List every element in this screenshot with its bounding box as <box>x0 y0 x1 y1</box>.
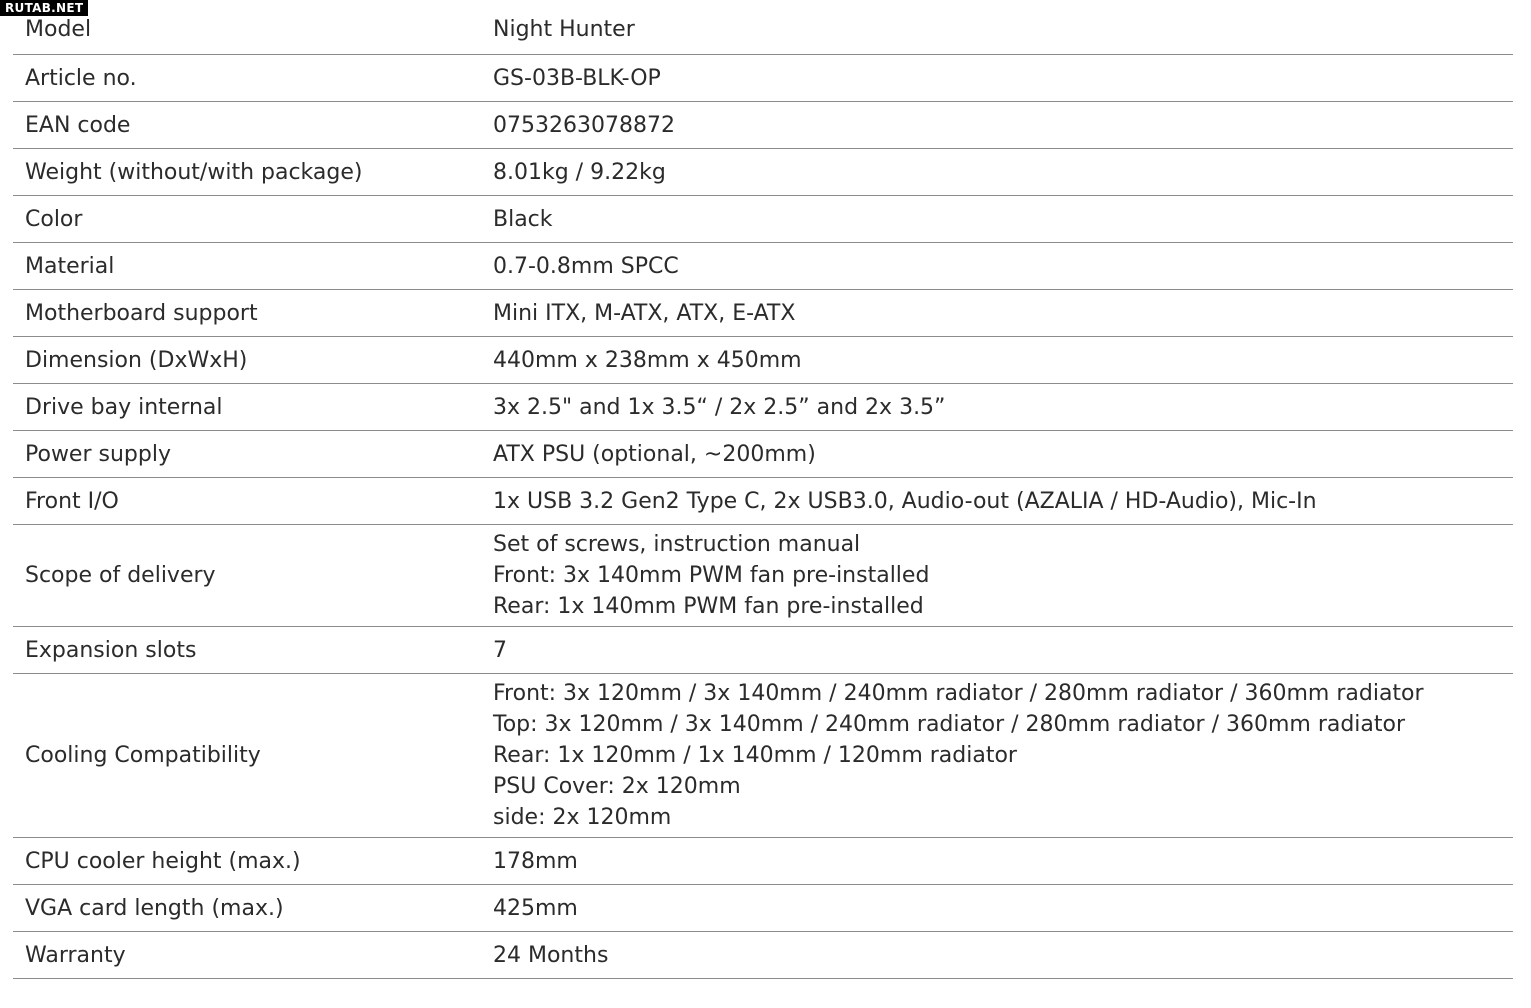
spec-value <box>493 486 1513 517</box>
spec-row <box>13 478 1513 525</box>
spec-value <box>493 251 1513 282</box>
spec-row <box>13 932 1513 979</box>
spec-value <box>493 893 1513 924</box>
spec-value-line: Rear: 1x 120mm / 1x 140mm / 120mm radiator <box>493 743 1017 768</box>
spec-label: Expansion slots <box>25 637 197 663</box>
spec-value-line: 0.7-0.8mm SPCC <box>493 253 679 279</box>
spec-row <box>13 149 1513 196</box>
spec-value-line: 0753263078872 <box>493 112 675 138</box>
spec-value-line: Front: 3x 140mm PWM fan pre-installed <box>493 563 930 588</box>
spec-row <box>13 627 1513 674</box>
spec-row <box>13 337 1513 384</box>
spec-row <box>13 55 1513 102</box>
spec-label: Color <box>25 206 83 232</box>
spec-label: EAN code <box>25 112 131 138</box>
spec-value-line: Top: 3x 120mm / 3x 140mm / 240mm radiator / 280mm radiator / 360mm radiator <box>493 712 1406 737</box>
spec-value <box>493 345 1513 376</box>
spec-value-line: 8.01kg / 9.22kg <box>493 159 666 185</box>
site-watermark: RUTAB.NET <box>0 0 88 16</box>
spec-row <box>13 196 1513 243</box>
spec-label: Power supply <box>25 441 171 467</box>
spec-value <box>493 110 1513 141</box>
spec-label: CPU cooler height (max.) <box>25 848 301 874</box>
spec-label: Dimension (DxWxH) <box>25 347 248 373</box>
spec-row <box>13 290 1513 337</box>
spec-label: Article no. <box>25 65 137 91</box>
spec-value <box>493 298 1513 329</box>
spec-value <box>493 529 1513 622</box>
spec-value-line: 440mm x 238mm x 450mm <box>493 347 802 373</box>
spec-value <box>493 439 1513 470</box>
spec-value-line: 1x USB 3.2 Gen2 Type C, 2x USB3.0, Audio-out (AZALIA / HD-Audio), Mic-In <box>493 488 1317 514</box>
spec-value <box>493 63 1513 94</box>
spec-label: Scope of delivery <box>25 563 216 588</box>
spec-value-line: side: 2x 120mm <box>493 805 672 830</box>
spec-value <box>493 157 1513 188</box>
spec-row <box>13 525 1513 627</box>
spec-value <box>493 846 1513 877</box>
spec-value-line: Black <box>493 206 553 232</box>
spec-row <box>13 8 1513 55</box>
spec-value-line: 7 <box>493 637 507 663</box>
spec-label: Model <box>25 16 92 42</box>
spec-value-line: Front: 3x 120mm / 3x 140mm / 240mm radiator / 280mm radiator / 360mm radiator <box>493 681 1424 706</box>
spec-table <box>13 8 1513 979</box>
spec-label: Front I/O <box>25 488 119 514</box>
spec-label: VGA card length (max.) <box>25 895 284 921</box>
spec-label: Material <box>25 253 115 279</box>
spec-label: Motherboard support <box>25 300 258 326</box>
spec-row <box>13 243 1513 290</box>
spec-row <box>13 885 1513 932</box>
spec-value <box>493 940 1513 971</box>
spec-value <box>493 392 1513 423</box>
spec-label: Drive bay internal <box>25 394 223 420</box>
spec-row <box>13 838 1513 885</box>
spec-row <box>13 431 1513 478</box>
spec-row <box>13 384 1513 431</box>
spec-label: Cooling Compatibility <box>25 743 261 768</box>
spec-value <box>493 204 1513 235</box>
spec-value <box>493 635 1513 666</box>
spec-value-line: 3x 2.5" and 1x 3.5“ / 2x 2.5” and 2x 3.5” <box>493 394 946 420</box>
spec-value <box>493 678 1513 833</box>
spec-label: Weight (without/with package) <box>25 159 363 185</box>
spec-value-line: Set of screws, instruction manual <box>493 532 861 557</box>
spec-value-line: PSU Cover: 2x 120mm <box>493 774 741 799</box>
spec-row <box>13 674 1513 838</box>
spec-label: Warranty <box>25 942 126 968</box>
spec-value-line: Night Hunter <box>493 16 635 42</box>
spec-value <box>493 14 1513 45</box>
spec-value-line: 24 Months <box>493 942 609 968</box>
spec-value-line: 425mm <box>493 895 578 921</box>
spec-value-line: Mini ITX, M-ATX, ATX, E-ATX <box>493 300 796 326</box>
spec-value-line: GS-03B-BLK-OP <box>493 65 661 91</box>
spec-value-line: Rear: 1x 140mm PWM fan pre-installed <box>493 594 924 619</box>
spec-row <box>13 102 1513 149</box>
spec-value-line: ATX PSU (optional, ~200mm) <box>493 441 816 467</box>
spec-value-line: 178mm <box>493 848 578 874</box>
